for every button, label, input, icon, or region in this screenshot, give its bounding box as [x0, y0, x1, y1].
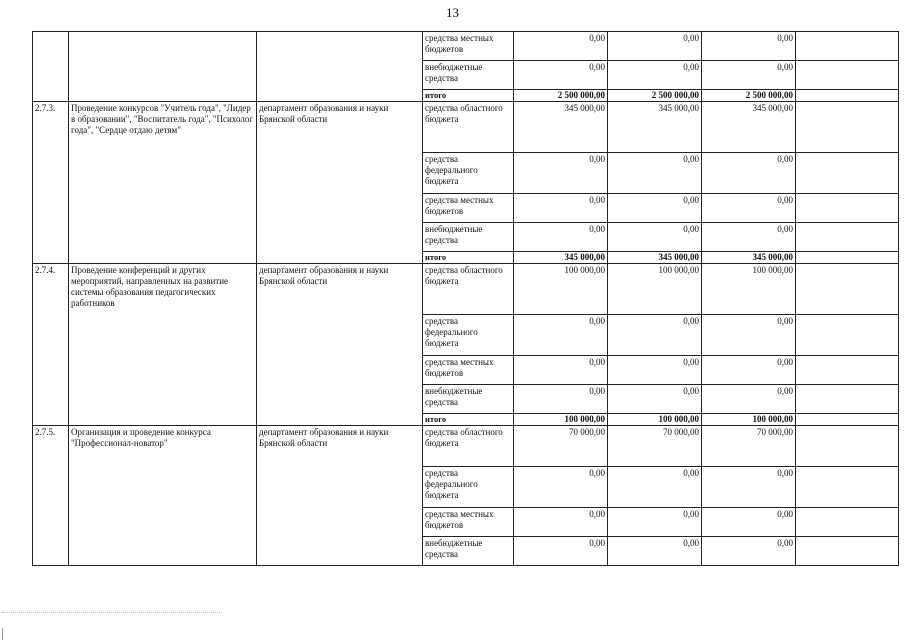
value-cell: 0,00 [702, 223, 796, 252]
empty-cell [796, 61, 899, 90]
value-cell: 2 500 000,00 [514, 90, 608, 102]
measure-number-cell [33, 32, 69, 102]
scan-artifact [2, 612, 222, 614]
value-cell: 0,00 [608, 61, 702, 90]
measure-executor: департамент образования и науки Брянской области [257, 426, 423, 566]
value-cell: 0,00 [514, 194, 608, 223]
table-row [33, 102, 899, 153]
funding-source: средства федерального бюджета [423, 315, 514, 356]
value-cell: 100 000,00 [608, 264, 702, 315]
value-cell: 0,00 [702, 61, 796, 90]
value-cell: 345 000,00 [702, 102, 796, 153]
empty-cell [796, 356, 899, 385]
value-cell: 0,00 [702, 385, 796, 414]
measure-number: 2.7.4. [33, 264, 69, 426]
value-cell: 0,00 [514, 467, 608, 508]
value-cell: 0,00 [702, 467, 796, 508]
funding-source: средства областного бюджета [423, 426, 514, 467]
value-cell: 345 000,00 [514, 102, 608, 153]
funding-source: внебюджетные средства [423, 223, 514, 252]
table-row [33, 264, 899, 315]
empty-cell [796, 223, 899, 252]
funding-source: средства областного бюджета [423, 264, 514, 315]
value-cell: 0,00 [514, 508, 608, 537]
value-cell: 0,00 [514, 61, 608, 90]
page-number: 13 [446, 5, 459, 20]
value-cell: 345 000,00 [702, 252, 796, 264]
funding-source: средства областного бюджета [423, 102, 514, 153]
value-cell: 2 500 000,00 [608, 90, 702, 102]
value-cell: 70 000,00 [514, 426, 608, 467]
value-cell: 345 000,00 [608, 102, 702, 153]
value-cell: 70 000,00 [702, 426, 796, 467]
measure-title: Проведение конференций и других мероприятий, направленных на развитие системы образования педагогических работников [69, 264, 257, 426]
value-cell: 0,00 [702, 508, 796, 537]
value-cell: 0,00 [702, 315, 796, 356]
table-row [33, 32, 899, 61]
empty-cell [796, 252, 899, 264]
value-cell: 0,00 [514, 153, 608, 194]
empty-cell [796, 90, 899, 102]
value-cell: 0,00 [608, 467, 702, 508]
funding-source: итого [423, 90, 514, 102]
empty-cell [796, 153, 899, 194]
empty-cell [796, 264, 899, 315]
empty-cell [796, 32, 899, 61]
measure-title: Проведение конкурсов "Учитель года", "Лидер в образовании", "Воспитатель года", "Психолог года", "Сердце отдаю детям" [69, 102, 257, 264]
funding-table [32, 31, 899, 566]
value-cell: 345 000,00 [514, 252, 608, 264]
value-cell: 100 000,00 [608, 414, 702, 426]
funding-source: средства федерального бюджета [423, 467, 514, 508]
value-cell: 100 000,00 [514, 264, 608, 315]
value-cell: 0,00 [702, 153, 796, 194]
value-cell: 0,00 [514, 32, 608, 61]
empty-cell [796, 414, 899, 426]
funding-source: средства местных бюджетов [423, 356, 514, 385]
funding-source: внебюджетные средства [423, 385, 514, 414]
measure-number: 2.7.5. [33, 426, 69, 566]
empty-cell [796, 508, 899, 537]
funding-source: внебюджетные средства [423, 61, 514, 90]
value-cell: 0,00 [702, 32, 796, 61]
value-cell: 0,00 [608, 32, 702, 61]
value-cell: 0,00 [608, 153, 702, 194]
value-cell: 0,00 [514, 315, 608, 356]
empty-cell [796, 426, 899, 467]
value-cell: 0,00 [608, 356, 702, 385]
funding-source: средства федерального бюджета [423, 153, 514, 194]
value-cell: 100 000,00 [702, 414, 796, 426]
value-cell: 0,00 [608, 508, 702, 537]
funding-source: итого [423, 252, 514, 264]
empty-cell [796, 467, 899, 508]
value-cell: 0,00 [608, 223, 702, 252]
measure-title: Организация и проведение конкурса "Профессионал-новатор" [69, 426, 257, 566]
value-cell: 0,00 [514, 385, 608, 414]
measure-executor: департамент образования и науки Брянской области [257, 264, 423, 426]
empty-cell [796, 315, 899, 356]
value-cell: 0,00 [514, 537, 608, 566]
margin-mark [2, 628, 3, 640]
value-cell: 0,00 [702, 356, 796, 385]
funding-source: средства местных бюджетов [423, 32, 514, 61]
value-cell: 345 000,00 [608, 252, 702, 264]
table-row [33, 426, 899, 467]
measure-number: 2.7.3. [33, 102, 69, 264]
empty-cell [796, 194, 899, 223]
value-cell: 2 500 000,00 [702, 90, 796, 102]
funding-source: итого [423, 414, 514, 426]
funding-source: средства местных бюджетов [423, 194, 514, 223]
executor-cell [257, 32, 423, 102]
funding-source: средства местных бюджетов [423, 508, 514, 537]
value-cell: 100 000,00 [702, 264, 796, 315]
value-cell: 0,00 [514, 356, 608, 385]
empty-cell [796, 385, 899, 414]
value-cell: 0,00 [702, 537, 796, 566]
empty-cell [796, 102, 899, 153]
value-cell: 0,00 [608, 315, 702, 356]
value-cell: 0,00 [514, 223, 608, 252]
value-cell: 100 000,00 [514, 414, 608, 426]
empty-cell [796, 537, 899, 566]
value-cell: 0,00 [702, 194, 796, 223]
value-cell: 0,00 [608, 194, 702, 223]
value-cell: 0,00 [608, 385, 702, 414]
value-cell: 0,00 [608, 537, 702, 566]
value-cell: 70 000,00 [608, 426, 702, 467]
funding-source: внебюджетные средства [423, 537, 514, 566]
measure-title-cell [69, 32, 257, 102]
measure-executor: департамент образования и науки Брянской области [257, 102, 423, 264]
